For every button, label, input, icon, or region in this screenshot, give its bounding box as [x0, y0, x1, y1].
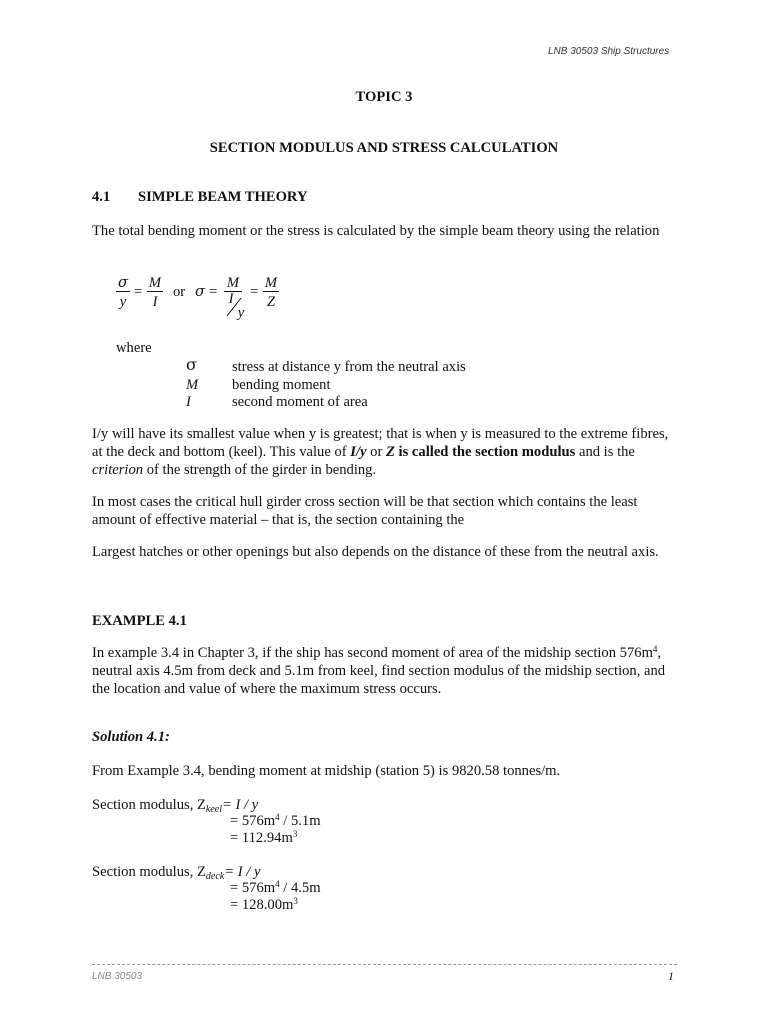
- section-heading: SIMPLE BEAM THEORY: [138, 189, 308, 205]
- page-number: 1: [668, 969, 674, 983]
- formula-i-den: I: [152, 294, 158, 310]
- formula-m-num: M: [264, 275, 278, 291]
- formula-sigma-num: σ: [118, 274, 128, 291]
- symbol-sigma: σ: [186, 355, 197, 374]
- deck-result: = $128.00m^3$: [230, 896, 298, 913]
- fraction-bar: [147, 291, 163, 292]
- symbol-m: M: [186, 377, 199, 393]
- footer-course: LNB 30503: [92, 971, 143, 982]
- example-text: In example 3.4 in Chapter 3, if the ship has second moment of area of the midship section $576m^4$, neutral axis 4.5m from deck and 5.1m from keel, find section modulus of the midship section, and the location and value of where the maximum stress occurs.: [92, 644, 666, 697]
- keel-label: Section modulus, $Z_{keel}= I / y$: [92, 797, 259, 815]
- deck-label: Section modulus, $Z_{deck}= I / y$: [92, 864, 261, 882]
- symbol-desc: bending moment: [232, 377, 331, 393]
- formula-sigma: σ: [195, 283, 205, 300]
- where-label: where: [116, 340, 152, 356]
- formula-m-num: M: [226, 275, 240, 291]
- keel-result: = $112.94m^3$: [230, 829, 298, 846]
- topic-heading: TOPIC 3: [355, 89, 413, 105]
- example-heading: EXAMPLE 4.1: [92, 613, 187, 629]
- formula-m-num: M: [148, 275, 162, 291]
- formula-z-den: Z: [266, 294, 276, 310]
- section-number: 4.1: [92, 189, 111, 205]
- formula-equals: =: [250, 284, 259, 300]
- formula-y-under: y: [237, 305, 245, 321]
- fraction-bar: [116, 291, 130, 292]
- section-modulus-paragraph: I/y will have its smallest value when y is greatest; that is when y is measured to the extreme fibres, at the deck and bottom (keel). This value of I/y or Z is called the section modulus and is the criterion of the strength of the girder in bending.: [92, 426, 669, 478]
- formula-equals: =: [209, 284, 218, 300]
- symbol-i: I: [186, 394, 191, 410]
- formula-or: or: [173, 284, 186, 300]
- running-header: LNB 30503 Ship Structures: [548, 46, 670, 57]
- critical-section-paragraph: In most cases the critical hull girder cross section will be that section which contains the least amount of effective material – that is, the section containing the: [92, 494, 638, 528]
- formula-y-den: y: [119, 294, 127, 310]
- intro-paragraph: The total bending moment or the stress is calculated by the simple beam theory using the relation: [92, 223, 660, 239]
- solution-intro: From Example 3.4, bending moment at midship (station 5) is 9820.58 tonnes/m.: [92, 763, 561, 779]
- fraction-bar: [263, 291, 279, 292]
- symbol-desc: stress at distance y from the neutral axis: [232, 359, 466, 375]
- deck-step: = $576m^4 / 4.5m$: [230, 879, 321, 896]
- formula-equals: =: [134, 284, 143, 300]
- keel-step: = $576m^4 / 5.1m$: [230, 812, 321, 829]
- page-title: SECTION MODULUS AND STRESS CALCULATION: [209, 140, 559, 156]
- symbol-desc: second moment of area: [232, 394, 368, 410]
- formula-i-over: I: [228, 291, 234, 307]
- hatches-paragraph: Largest hatches or other openings but also depends on the distance of these from the neutral axis.: [92, 544, 659, 560]
- solution-heading: Solution 4.1:: [92, 729, 170, 745]
- footer-divider: [92, 964, 677, 965]
